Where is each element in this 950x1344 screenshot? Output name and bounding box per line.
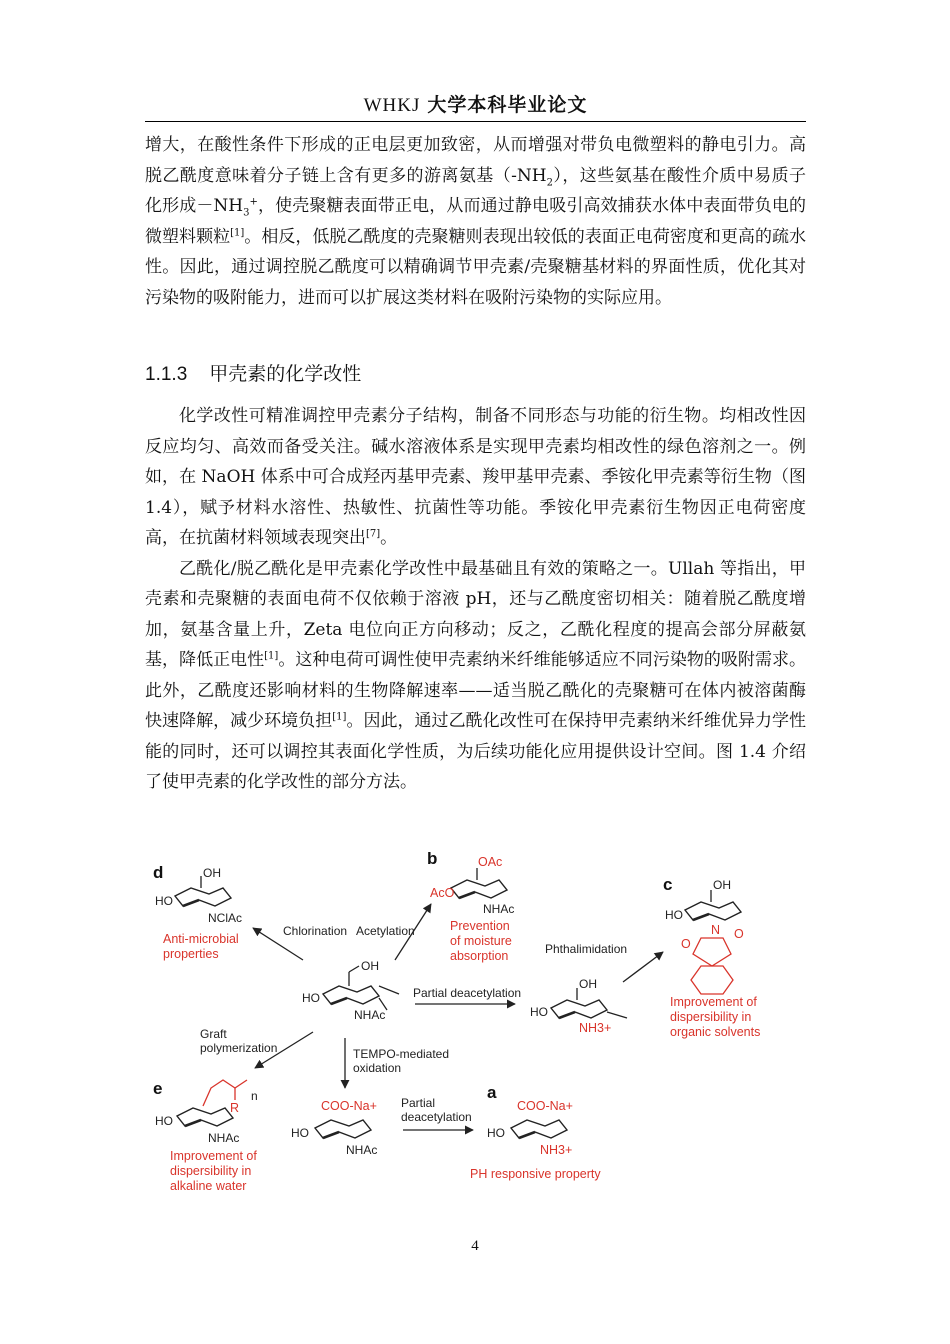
header-title: 大学本科毕业论文	[427, 94, 588, 116]
paragraph-3	[145, 554, 806, 798]
product-a	[470, 1083, 601, 1181]
p1-text-f: ，使壳聚糖表面带正电，从而通过静电吸引高效捕获水体中表面带负电的微塑料颗粒	[145, 196, 807, 247]
center-ho: HO	[302, 991, 320, 1005]
citation: [7]	[366, 528, 381, 540]
d-prop-1: Anti-microbial	[163, 932, 239, 946]
b-nhac: NHAc	[483, 902, 515, 916]
rxn-partial: Partial	[401, 1096, 436, 1110]
citation: [1]	[230, 226, 245, 238]
e-prop-1: Improvement of	[170, 1149, 257, 1163]
c-prop-3: organic solvents	[670, 1025, 761, 1039]
product-d	[153, 863, 242, 961]
label-b: b	[427, 849, 438, 868]
paragraph-2	[145, 401, 806, 554]
c-oh: OH	[713, 878, 731, 892]
b-aco: AcO	[430, 886, 455, 900]
rxn-chlorination: Chlorination	[283, 924, 348, 938]
rxn-polymerization: polymerization	[200, 1041, 278, 1055]
product-b	[427, 849, 514, 963]
chitin-center-structure	[302, 959, 399, 1022]
chitosan-structure	[530, 977, 627, 1035]
figure-svg	[145, 842, 806, 1207]
oxidized-structure	[291, 1099, 377, 1157]
p3-text-c: 。因此，通过乙酰化改性可在保持甲壳素纳米纤维优异力学性能的同时，还可以调控其表面化学性质，为后续功能化应用提供设计空间。图 1.4 介绍了使甲壳素的化学改性的部分方法。	[145, 711, 807, 792]
c-o-right: O	[734, 927, 744, 941]
c-prop-1: Improvement of	[670, 995, 757, 1009]
b-prop-1: Prevention	[450, 919, 510, 933]
a-coona: COO-Na+	[517, 1099, 573, 1113]
ox-nhac: NHAc	[346, 1143, 378, 1157]
chitosan-oh: OH	[579, 977, 597, 991]
product-e	[153, 1079, 258, 1193]
section-number: 1.1.3	[145, 364, 188, 385]
a-prop: PH responsive property	[470, 1167, 601, 1181]
label-e: e	[153, 1079, 163, 1098]
header-roman: WHKJ	[363, 95, 421, 116]
e-nhac: NHAc	[208, 1131, 240, 1145]
c-o-left: O	[681, 937, 691, 951]
label-d: d	[153, 863, 164, 882]
center-oh: OH	[361, 959, 379, 973]
p3-text-b: 。这种电荷可调性使甲壳素纳米纤维能够适应不同污染物的吸附需求。此外，乙酰度还影响材料的生物降解速率——适当脱乙酰化的壳聚糖可在体内被溶菌酶快速降解，减少环境负担	[145, 650, 807, 731]
a-nh3: NH3+	[540, 1143, 573, 1157]
b-prop-3: absorption	[450, 949, 509, 963]
e-prop-2: dispersibility in	[170, 1164, 252, 1178]
p1-sub-3: 3	[243, 207, 250, 219]
p1-text-g: 。相反，低脱乙酰度的壳聚糖则表现出较低的表面正电荷密度和更高的疏水性。因此，通过调控脱乙酰度可以精确调节甲壳素/壳聚糖基材料的界面性质，优化其对污染物的吸附能力，进而可以扩展这类材料在吸附污染物的实际应用。	[145, 226, 806, 308]
c-n: N	[711, 923, 721, 937]
arrow-to-c	[623, 952, 663, 982]
center-nhac: NHAc	[354, 1008, 386, 1022]
d-oh: OH	[203, 866, 221, 880]
chitosan-ho: HO	[530, 1005, 548, 1019]
e-ho: HO	[155, 1114, 173, 1128]
e-r: R	[230, 1101, 240, 1115]
rxn-graft: Graft	[200, 1027, 227, 1041]
citation: [1]	[264, 650, 279, 662]
rxn-deacetylation: deacetylation	[401, 1110, 472, 1124]
rxn-tempo-1: TEMPO-mediated	[353, 1047, 450, 1061]
p1-sub-2: 2	[546, 176, 553, 188]
e-prop-3: alkaline water	[170, 1179, 247, 1193]
paragraphs-2-3	[145, 401, 806, 798]
rxn-tempo-2: oxidation	[353, 1061, 402, 1075]
a-ho: HO	[487, 1126, 505, 1140]
p3-text-a: 乙酰化/脱乙酰化是甲壳素化学改性中最基础且有效的策略之一。Ullah 等指出，甲壳素和壳聚糖的表面电荷不仅依赖于溶液 pH，还与乙酰度密切相关：随着脱乙酰度增加，氨基含量上升，Zeta 电位向正方向移动；反之，乙酰化程度的提高会部分屏蔽氨基，降低正电性	[145, 558, 806, 670]
label-a: a	[487, 1083, 497, 1102]
page-number: 4	[471, 1238, 479, 1254]
section-heading	[145, 360, 361, 389]
d-prop-2: properties	[163, 947, 219, 961]
citation: [1]	[332, 711, 347, 723]
p1-text-c: ），这些氨基在酸性介质中易质子化形成－NH	[145, 165, 806, 216]
e-n: n	[251, 1089, 258, 1103]
p2-text-b: 。	[380, 528, 398, 548]
d-ho: HO	[155, 894, 173, 908]
rxn-partial-deacetylation: Partial deacetylation	[413, 986, 522, 1000]
p1-sup-plus: +	[249, 196, 258, 208]
b-oac: OAc	[478, 855, 503, 869]
c-ho: HO	[665, 908, 683, 922]
product-c	[663, 875, 760, 1039]
chitosan-nh3: NH3+	[579, 1021, 612, 1035]
ox-ho: HO	[291, 1126, 309, 1140]
page-header	[145, 92, 806, 122]
label-c: c	[663, 875, 673, 894]
rxn-phthalimidation: Phthalimidation	[545, 942, 628, 956]
paragraph-1	[145, 130, 806, 313]
ox-coona: COO-Na+	[321, 1099, 377, 1113]
figure-chitin-modification	[145, 842, 806, 1207]
rxn-acetylation: Acetylation	[356, 924, 415, 938]
p1-text-a: 增大，在酸性条件下形成的正电层更加致密，从而增强对带负电微塑料的静电引力。高脱乙酰度意味着分子链上含有更多的游离氨基（-NH	[145, 135, 806, 186]
d-nclac: NClAc	[208, 911, 243, 925]
b-prop-2: of moisture	[450, 934, 512, 948]
p2-text-a: 化学改性可精准调控甲壳素分子结构，制备不同形态与功能的衍生物。均相改性因反应均匀、高效而备受关注。碱水溶液体系是实现甲壳素均相改性的绿色溶剂之一。例如，在 NaOH 体系中可合成羟丙基甲壳素、羧甲基甲壳素、季铵化甲壳素等衍生物（图 1.4），赋予材料水溶性、热敏性、抗菌性等功能。季铵化甲壳素衍生物因正电荷密度高，在抗菌材料领域表现突出	[145, 406, 806, 548]
section-title: 甲壳素的化学改性	[209, 363, 362, 385]
c-prop-2: dispersibility in	[670, 1010, 752, 1024]
